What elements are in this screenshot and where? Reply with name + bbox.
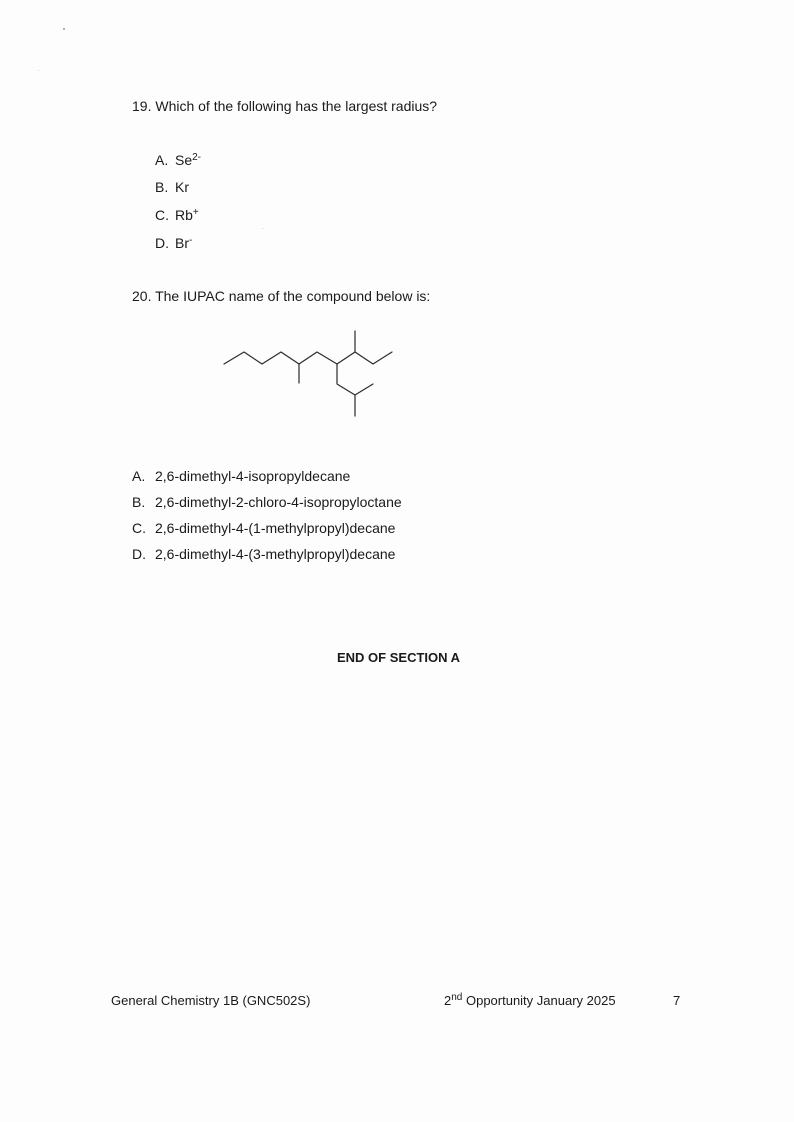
skeletal-structure-diagram — [220, 325, 400, 425]
q19-option-c — [155, 207, 199, 223]
section-end-heading: END OF SECTION A — [337, 650, 461, 665]
q19-option-d — [155, 235, 192, 251]
footer-opportunity-suffix: nd — [451, 992, 463, 1003]
option-text: Br — [175, 235, 189, 251]
option-letter: A. — [132, 468, 146, 484]
q19-option-b — [155, 179, 189, 195]
option-letter: C. — [155, 207, 169, 223]
footer-course: General Chemistry 1B (GNC502S) — [111, 993, 311, 1008]
option-letter: D. — [155, 235, 169, 251]
option-text: 2,6-dimethyl-4-isopropyldecane — [155, 468, 351, 484]
q20-option-a — [132, 468, 350, 484]
option-text: Se — [175, 152, 193, 168]
q20-option-d — [132, 546, 395, 562]
option-charge: - — [189, 235, 193, 246]
footer-opportunity-ordinal: 2 — [444, 993, 452, 1008]
option-letter: B. — [155, 179, 169, 195]
side-chain — [337, 364, 373, 395]
option-letter: A. — [155, 152, 169, 168]
q19-option-a — [155, 152, 201, 168]
option-text: Kr — [175, 179, 189, 195]
option-text: 2,6-dimethyl-4-(3-methylpropyl)decane — [155, 546, 396, 562]
footer-opportunity — [444, 993, 616, 1008]
option-charge: 2- — [192, 152, 202, 163]
q20-option-c — [132, 520, 395, 536]
scan-speck — [63, 28, 65, 30]
main-chain — [224, 352, 392, 364]
scan-speck — [38, 70, 39, 71]
option-text: 2,6-dimethyl-4-(1-methylpropyl)decane — [155, 520, 396, 536]
question-19-text: 19. Which of the following has the largest radius? — [132, 98, 438, 114]
question-20-text: 20. The IUPAC name of the compound below is: — [132, 288, 431, 304]
footer-opportunity-rest: Opportunity January 2025 — [462, 993, 616, 1008]
option-letter: B. — [132, 494, 146, 510]
option-charge: + — [192, 207, 199, 218]
option-letter: D. — [132, 546, 146, 562]
footer-page-number: 7 — [673, 993, 681, 1008]
scan-speck — [262, 228, 263, 229]
option-letter: C. — [132, 520, 146, 536]
q20-option-b — [132, 494, 402, 510]
option-text: Rb — [175, 207, 193, 223]
option-text: 2,6-dimethyl-2-chloro-4-isopropyloctane — [155, 494, 402, 510]
